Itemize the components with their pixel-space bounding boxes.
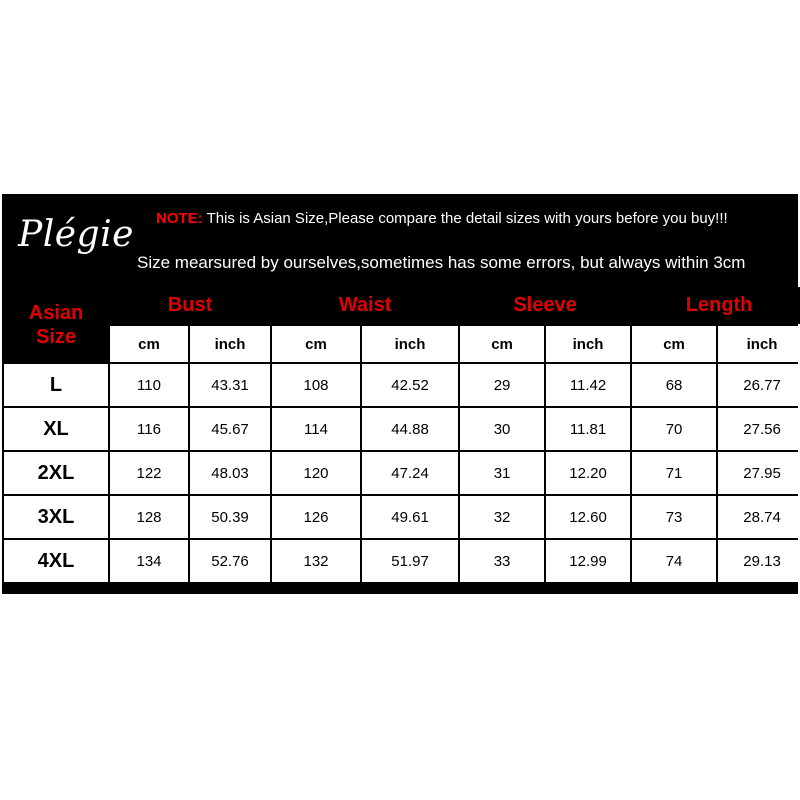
measurement-cell: 116 (110, 408, 188, 450)
measurement-cell: 29.13 (718, 540, 800, 582)
size-table (2, 285, 800, 584)
group-waist: Waist (272, 287, 458, 324)
size-chart (2, 194, 798, 594)
unit-cell: cm (632, 326, 716, 362)
size-label: L (4, 364, 108, 406)
table-row (4, 408, 800, 450)
measurement-cell: 12.20 (546, 452, 630, 494)
measurement-cell: 28.74 (718, 496, 800, 538)
table-row (4, 364, 800, 406)
measurement-cell: 122 (110, 452, 188, 494)
unit-cell: inch (362, 326, 458, 362)
note-label: NOTE: (156, 210, 203, 227)
measurement-cell: 74 (632, 540, 716, 582)
measurement-cell: 47.24 (362, 452, 458, 494)
size-label: 3XL (4, 496, 108, 538)
unit-cell: inch (546, 326, 630, 362)
table-row (4, 452, 800, 494)
measurement-cell: 71 (632, 452, 716, 494)
measurement-cell: 126 (272, 496, 360, 538)
measurement-cell: 12.60 (546, 496, 630, 538)
unit-cell: cm (460, 326, 544, 362)
measurement-cell: 108 (272, 364, 360, 406)
asian-size-line2: Size (35, 325, 77, 348)
measurement-cell: 51.97 (362, 540, 458, 582)
chart-header (2, 194, 798, 284)
unit-cell: cm (272, 326, 360, 362)
measurement-cell: 114 (272, 408, 360, 450)
measurement-cell: 42.52 (362, 364, 458, 406)
measurement-cell: 27.56 (718, 408, 800, 450)
size-label: 2XL (4, 452, 108, 494)
measurement-cell: 29 (460, 364, 544, 406)
measurement-cell: 70 (632, 408, 716, 450)
measurement-cell: 12.99 (546, 540, 630, 582)
unit-header-row (4, 326, 800, 362)
measurement-cell: 33 (460, 540, 544, 582)
note-text (156, 210, 796, 227)
asian-size-header (4, 287, 108, 362)
group-header-row (4, 287, 800, 324)
group-length: Length (632, 287, 800, 324)
group-bust: Bust (110, 287, 270, 324)
measurement-cell: 128 (110, 496, 188, 538)
measurement-cell: 50.39 (190, 496, 270, 538)
measurement-cell: 43.31 (190, 364, 270, 406)
measurement-cell: 26.77 (718, 364, 800, 406)
measurement-cell: 134 (110, 540, 188, 582)
size-label: 4XL (4, 540, 108, 582)
measurement-cell: 11.42 (546, 364, 630, 406)
group-sleeve: Sleeve (460, 287, 630, 324)
brand-logo: Plégie (18, 214, 134, 255)
measurement-cell: 68 (632, 364, 716, 406)
measurement-cell: 32 (460, 496, 544, 538)
measurement-cell: 31 (460, 452, 544, 494)
measurement-cell: 49.61 (362, 496, 458, 538)
size-label: XL (4, 408, 108, 450)
measurement-cell: 120 (272, 452, 360, 494)
table-row (4, 540, 800, 582)
unit-cell: inch (190, 326, 270, 362)
measurement-cell: 132 (272, 540, 360, 582)
table-row (4, 496, 800, 538)
measurement-cell: 52.76 (190, 540, 270, 582)
measurement-cell: 45.67 (190, 408, 270, 450)
note-message: This is Asian Size,Please compare the detail sizes with yours before you buy!!! (202, 210, 728, 227)
measurement-cell: 44.88 (362, 408, 458, 450)
measurement-cell: 110 (110, 364, 188, 406)
measurement-disclaimer: Size mearsured by ourselves,sometimes has some errors, but always within 3cm (137, 253, 746, 272)
measurement-cell: 73 (632, 496, 716, 538)
unit-cell: cm (110, 326, 188, 362)
asian-size-line1: Asian (28, 301, 84, 324)
measurement-cell: 30 (460, 408, 544, 450)
measurement-cell: 11.81 (546, 408, 630, 450)
measurement-cell: 48.03 (190, 452, 270, 494)
size-rows (4, 364, 800, 582)
measurement-cell: 27.95 (718, 452, 800, 494)
unit-cell: inch (718, 326, 800, 362)
